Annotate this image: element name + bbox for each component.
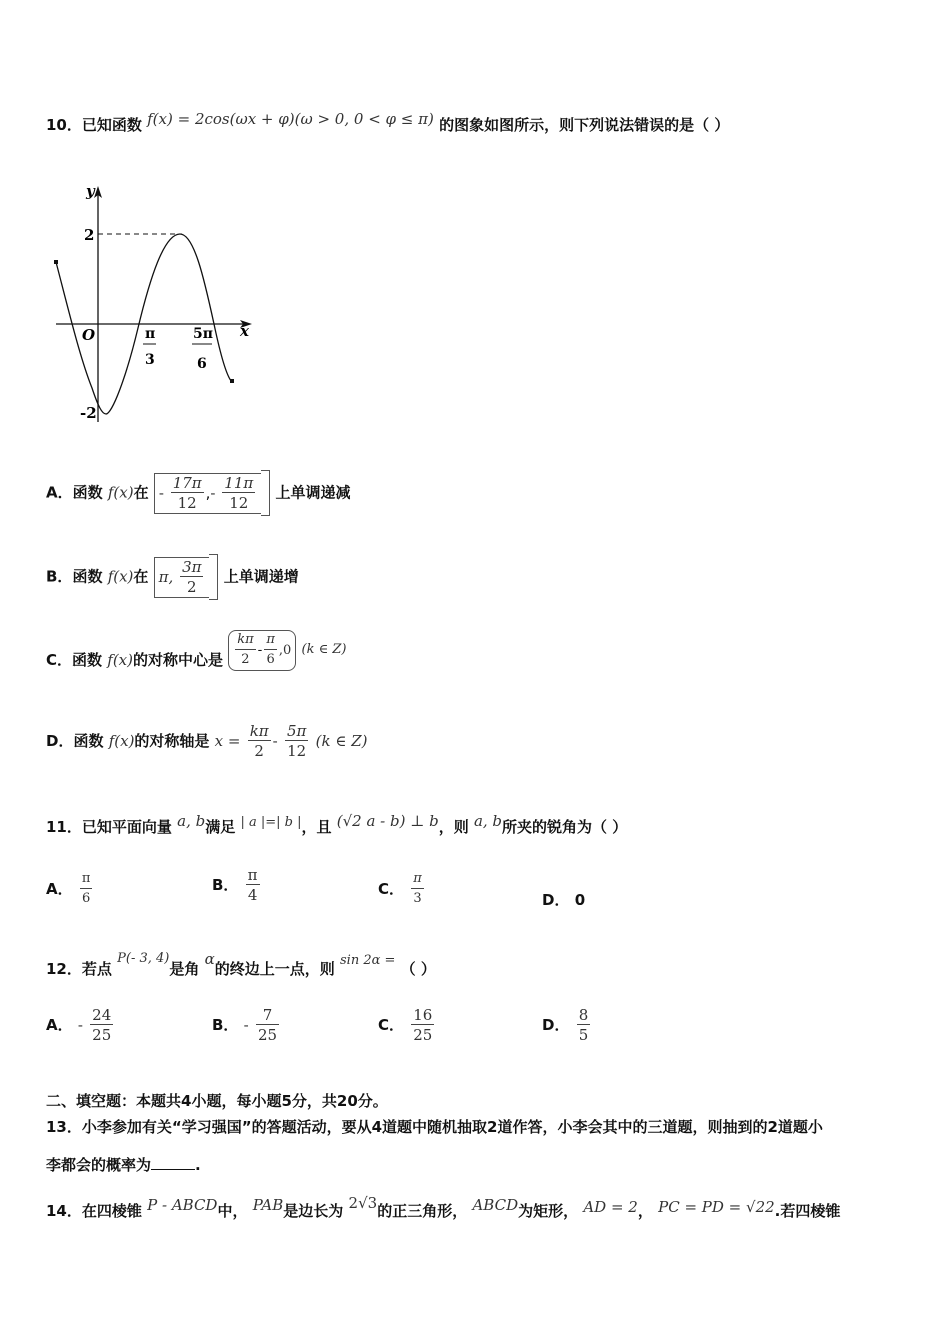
q10-formula: f(x) = 2cos(ωx + φ)(ω > 0, 0 < φ ≤ π) (147, 110, 434, 128)
q14-m1: P - ABCD (147, 1196, 218, 1214)
q10-option-a[interactable] (46, 470, 350, 516)
curve-endpoint-left (54, 260, 58, 264)
q11-pre: 已知平面向量 (81, 818, 172, 836)
center-paren: $\frac{k\pi}{2}$ - $\frac{\pi}{6}$ ,0 (228, 630, 296, 671)
q10-number: 10． (46, 116, 82, 134)
q12-mid: 是角 (169, 960, 200, 978)
option-letter: B． (46, 567, 73, 586)
q14-m4: ABCD (472, 1196, 519, 1214)
option-sign: - (77, 1016, 83, 1034)
interval-close-bracket (261, 470, 270, 516)
option-letter: D． (542, 891, 570, 909)
q12-option-a[interactable] (46, 1006, 115, 1045)
q14-t4: 的正三角形， (377, 1202, 468, 1220)
option-post: 上单调递增 (223, 567, 299, 586)
y-bottom-label: -2 (80, 404, 97, 422)
q13-line1: 13．小李参加有关“学习强国”的答题活动，要从4道题中随机抽取2道作答，小李会其中的三道题，则抽到的2道题小 (46, 1118, 823, 1136)
q13-text: 李都会的概率为 (46, 1156, 152, 1174)
q14-t2: 中， (217, 1202, 248, 1220)
q14-number: 14． (46, 1202, 82, 1220)
right-den: 2 (187, 577, 197, 596)
q11-option-d[interactable] (542, 889, 585, 910)
q12-alpha: α (204, 950, 215, 968)
option-den: 6 (81, 891, 91, 906)
option-fx: f(x) (107, 651, 133, 669)
q14-stem (46, 1194, 841, 1221)
left-den: 12 (177, 493, 197, 512)
interval-close-bracket (209, 554, 218, 600)
right-num: 11π (224, 473, 254, 492)
option-den: 4 (247, 886, 258, 904)
origin-label: O (82, 326, 96, 344)
option-letter: C． (46, 651, 73, 669)
q12-option-c[interactable] (378, 1006, 436, 1045)
tail: ,0 (278, 643, 292, 658)
neg-sign-2: - (210, 483, 216, 502)
q14-m3: 2√3 (348, 1194, 378, 1212)
q11-comma2: ，则 (438, 818, 469, 836)
option-value: 0 (574, 891, 586, 909)
q11-comma1: ，且 (301, 818, 332, 836)
x2-den: 6 (197, 356, 207, 372)
q11-stem (46, 812, 628, 837)
option-letter: D． (542, 1016, 570, 1034)
option-pre: 函数 (72, 483, 103, 502)
den2: 12 (287, 742, 307, 760)
option-letter: A． (46, 483, 73, 502)
q12-pre: 若点 (81, 960, 112, 978)
condition: (k ∈ Z) (301, 642, 347, 657)
curve-endpoint-right (230, 379, 234, 383)
num2: π (264, 631, 277, 650)
q14-t3: 是边长为 (283, 1202, 344, 1220)
den1: 2 (241, 652, 250, 667)
q12-number: 12． (46, 960, 82, 978)
option-letter: B． (212, 1016, 239, 1034)
option-zai: 在 (133, 567, 149, 586)
option-post: 上单调递减 (275, 483, 351, 502)
q10-option-b[interactable] (46, 554, 299, 600)
q14-t6: ， (637, 1202, 653, 1220)
q11-option-b[interactable] (212, 866, 262, 905)
q11-number: 11． (46, 818, 82, 836)
option-pre: 函数 (72, 651, 103, 669)
q10-post: 的图象如图所示，则下列说法错误的是（ ） (439, 116, 730, 134)
option-num: 24 (92, 1006, 112, 1024)
q12-point: P(- 3, 4) (117, 951, 170, 966)
option-mid: 的对称轴是 (134, 732, 210, 750)
q13-line2 (46, 1154, 201, 1175)
num1: kπ (249, 722, 269, 740)
q11-cond2: (√2 a - b) ⊥ b (336, 812, 439, 830)
q10-pre: 已知函数 (81, 116, 142, 134)
right-num: 3π (182, 557, 202, 576)
option-pre: 函数 (73, 732, 104, 750)
option-fx: f(x) (108, 732, 135, 750)
option-num: π (411, 870, 424, 889)
option-letter: D． (46, 732, 74, 750)
option-letter: C． (378, 880, 405, 898)
option-zai: 在 (133, 483, 149, 502)
x-eq: x = (214, 732, 241, 750)
option-pre: 函数 (72, 567, 103, 586)
condition: (k ∈ Z) (315, 732, 368, 750)
option-letter: A． (46, 1016, 73, 1034)
section-title: 二、填空题：本题共4小题，每小题5分，共20分。 (46, 1092, 388, 1110)
q14-m5: AD = 2 (583, 1198, 638, 1216)
q12-paren: （ ） (400, 960, 436, 978)
option-num: 7 (256, 1006, 279, 1025)
option-mid: 的对称中心是 (132, 651, 223, 669)
left-endpoint: π, (158, 567, 174, 586)
den1: 2 (254, 742, 264, 760)
option-num: 16 (413, 1006, 433, 1024)
interval-open-bracket (154, 557, 210, 598)
q14-m2: PAB (252, 1196, 284, 1214)
q11-option-c[interactable] (378, 870, 426, 909)
option-num: π (80, 870, 93, 889)
q14-m6: PC = PD = √22 (658, 1198, 775, 1216)
q10-option-d[interactable]: D．函数 f(x)的对称轴是 x = $\frac{k\pi}{2}$ - $\frac{5\pi}{12}$ (k ∈ Z) (46, 722, 368, 760)
x2-num: 5π (193, 326, 213, 342)
x1-den: 3 (145, 352, 155, 368)
interval-open-bracket: - $\frac{17\pi}{12}$ ,- $\frac{11\pi}{12}$ (154, 473, 261, 514)
q11-vars: a, b (177, 812, 206, 830)
option-den: 25 (92, 1026, 112, 1044)
option-num: 8 (578, 1006, 589, 1024)
option-den: 25 (257, 1026, 278, 1044)
q12-option-d[interactable] (542, 1006, 592, 1045)
q11-sat: 满足 (205, 818, 236, 836)
neg-sign-1: - (158, 483, 164, 502)
y-top-label: 2 (84, 226, 95, 244)
q10-stem (46, 110, 730, 135)
option-fx: f(x) (107, 483, 134, 502)
option-sign: - (243, 1016, 249, 1034)
q14-t1: 在四棱锥 (81, 1202, 142, 1220)
q11-post: 所夹的锐角为（ ） (502, 818, 628, 836)
option-letter: C． (378, 1016, 405, 1034)
q12-expr: sin 2α = (340, 953, 396, 968)
q11-cond1: | a |=| b | (240, 815, 302, 830)
q14-t5: 为矩形， (518, 1202, 579, 1220)
option-letter: A． (46, 880, 73, 898)
option-den: 3 (413, 891, 422, 906)
option-fx: f(x) (107, 567, 134, 586)
q10-graph (46, 178, 266, 428)
den2: 6 (266, 652, 275, 667)
x-label: x (240, 322, 249, 340)
q12-option-b[interactable] (212, 1006, 281, 1045)
q12-stem (46, 950, 436, 979)
x1-num: π (145, 326, 156, 342)
q13-end: . (195, 1156, 201, 1174)
q14-t7: .若四棱锥 (774, 1202, 841, 1220)
answer-blank[interactable] (151, 1169, 195, 1170)
left-num: 17π (172, 473, 202, 492)
q11-vars2: a, b (473, 812, 503, 830)
right-den: 12 (229, 493, 249, 512)
q12-post: 的终边上一点，则 (214, 960, 335, 978)
option-den: 25 (413, 1026, 433, 1044)
option-letter: B． (212, 876, 239, 894)
option-den: 5 (578, 1026, 589, 1044)
num2: 5π (286, 722, 307, 740)
num1: kπ (235, 631, 255, 650)
y-label: y (86, 182, 95, 200)
q11-option-a[interactable] (46, 870, 94, 909)
option-num: π (247, 866, 258, 884)
